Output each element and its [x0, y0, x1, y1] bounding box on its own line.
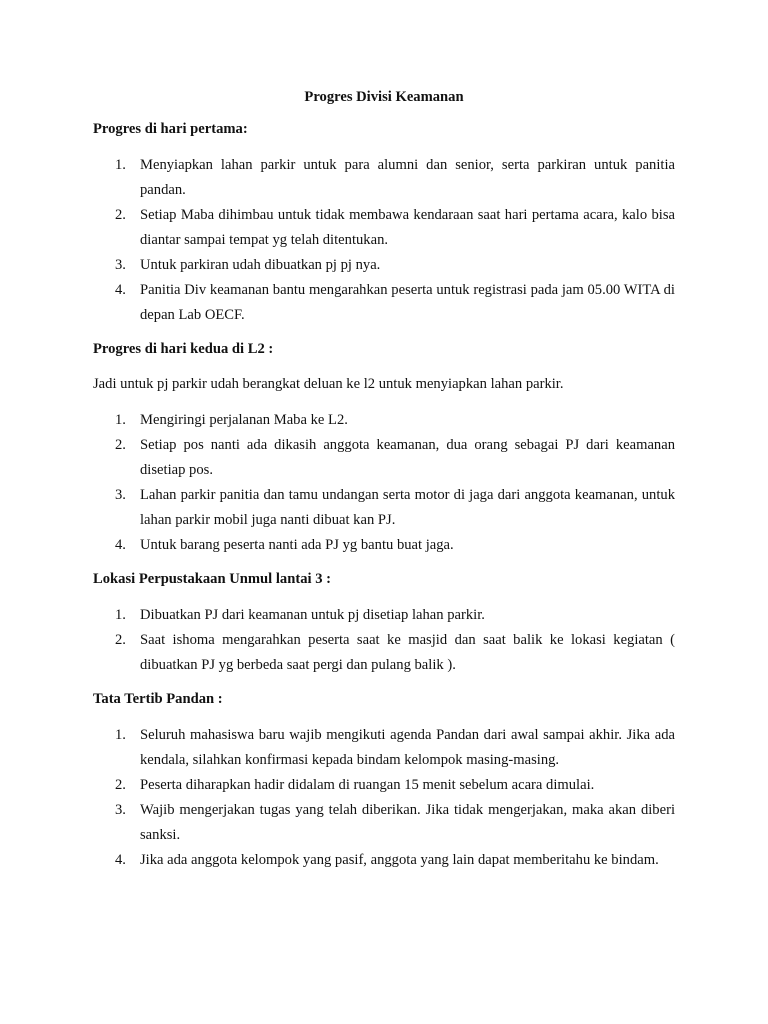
section-heading-hari-kedua: Progres di hari kedua di L2 :	[93, 341, 274, 357]
list-hari-kedua	[93, 408, 675, 558]
document-title: Progres Divisi Keamanan	[304, 89, 464, 105]
list-text: Dibuatkan PJ dari keamanan untuk pj disetiap lahan parkir.	[140, 607, 485, 623]
list-item	[93, 203, 675, 253]
list-number: 2.	[115, 207, 126, 223]
list-text: Menyiapkan lahan parkir untuk para alumni dan senior, serta parkiran untuk panitia pandan.	[140, 157, 675, 198]
list-text: Setiap pos nanti ada dikasih anggota keamanan, dua orang sebagai PJ dari keamanan disetiap pos.	[140, 437, 675, 478]
list-number: 4.	[115, 282, 126, 298]
list-text: Setiap Maba dihimbau untuk tidak membawa kendaraan saat hari pertama acara, kalo bisa diantar sampai tempat yg telah ditentukan.	[140, 207, 675, 248]
list-tata-tertib	[93, 723, 675, 873]
list-item	[93, 433, 675, 483]
list-text: Wajib mengerjakan tugas yang telah diberikan. Jika tidak mengerjakan, maka akan diberi sanksi.	[140, 802, 675, 843]
list-text: Peserta diharapkan hadir didalam di ruangan 15 menit sebelum acara dimulai.	[140, 777, 595, 793]
list-item	[93, 603, 675, 628]
list-text: Untuk parkiran udah dibuatkan pj pj nya.	[140, 257, 381, 273]
list-item	[93, 723, 675, 773]
list-text: Lahan parkir panitia dan tamu undangan serta motor di jaga dari anggota keamanan, untuk lahan parkir mobil juga nanti dibuat kan PJ.	[140, 487, 675, 528]
list-item	[93, 483, 675, 533]
list-number: 3.	[115, 257, 126, 273]
list-number: 4.	[115, 537, 126, 553]
list-item	[93, 278, 675, 328]
list-perpustakaan	[93, 603, 675, 678]
list-number: 3.	[115, 802, 126, 818]
document-page	[93, 86, 675, 883]
list-number: 1.	[115, 727, 126, 743]
list-hari-pertama	[93, 153, 675, 328]
list-text: Seluruh mahasiswa baru wajib mengikuti agenda Pandan dari awal sampai akhir. Jika ada kendala, silahkan konfirmasi kepada bindam kelompok masing-masing.	[140, 727, 675, 768]
list-text: Jika ada anggota kelompok yang pasif, anggota yang lain dapat memberitahu ke bindam.	[140, 852, 659, 868]
list-item	[93, 848, 675, 873]
list-item	[93, 628, 675, 678]
list-text: Saat ishoma mengarahkan peserta saat ke masjid dan saat balik ke lokasi kegiatan ( dibuatkan PJ yg berbeda saat pergi dan pulang balik ).	[140, 632, 675, 673]
list-text: Panitia Div keamanan bantu mengarahkan peserta untuk registrasi pada jam 05.00 WITA di depan Lab OECF.	[140, 282, 675, 323]
section-heading-perpustakaan: Lokasi Perpustakaan Unmul lantai 3 :	[93, 571, 332, 587]
list-number: 4.	[115, 852, 126, 868]
list-number: 3.	[115, 487, 126, 503]
section-heading-hari-pertama: Progres di hari pertama:	[93, 121, 248, 137]
list-text: Mengiringi perjalanan Maba ke L2.	[140, 412, 348, 428]
list-item	[93, 773, 675, 798]
section-intro-hari-kedua: Jadi untuk pj parkir udah berangkat deluan ke l2 untuk menyiapkan lahan parkir.	[93, 376, 564, 392]
list-item	[93, 253, 675, 278]
section-heading-tata-tertib: Tata Tertib Pandan :	[93, 691, 223, 707]
list-number: 2.	[115, 777, 126, 793]
list-number: 1.	[115, 157, 126, 173]
list-item	[93, 798, 675, 848]
list-item	[93, 153, 675, 203]
list-item	[93, 408, 675, 433]
list-text: Untuk barang peserta nanti ada PJ yg bantu buat jaga.	[140, 537, 454, 553]
list-number: 1.	[115, 607, 126, 623]
list-number: 2.	[115, 632, 126, 648]
list-item	[93, 533, 675, 558]
list-number: 1.	[115, 412, 126, 428]
list-number: 2.	[115, 437, 126, 453]
